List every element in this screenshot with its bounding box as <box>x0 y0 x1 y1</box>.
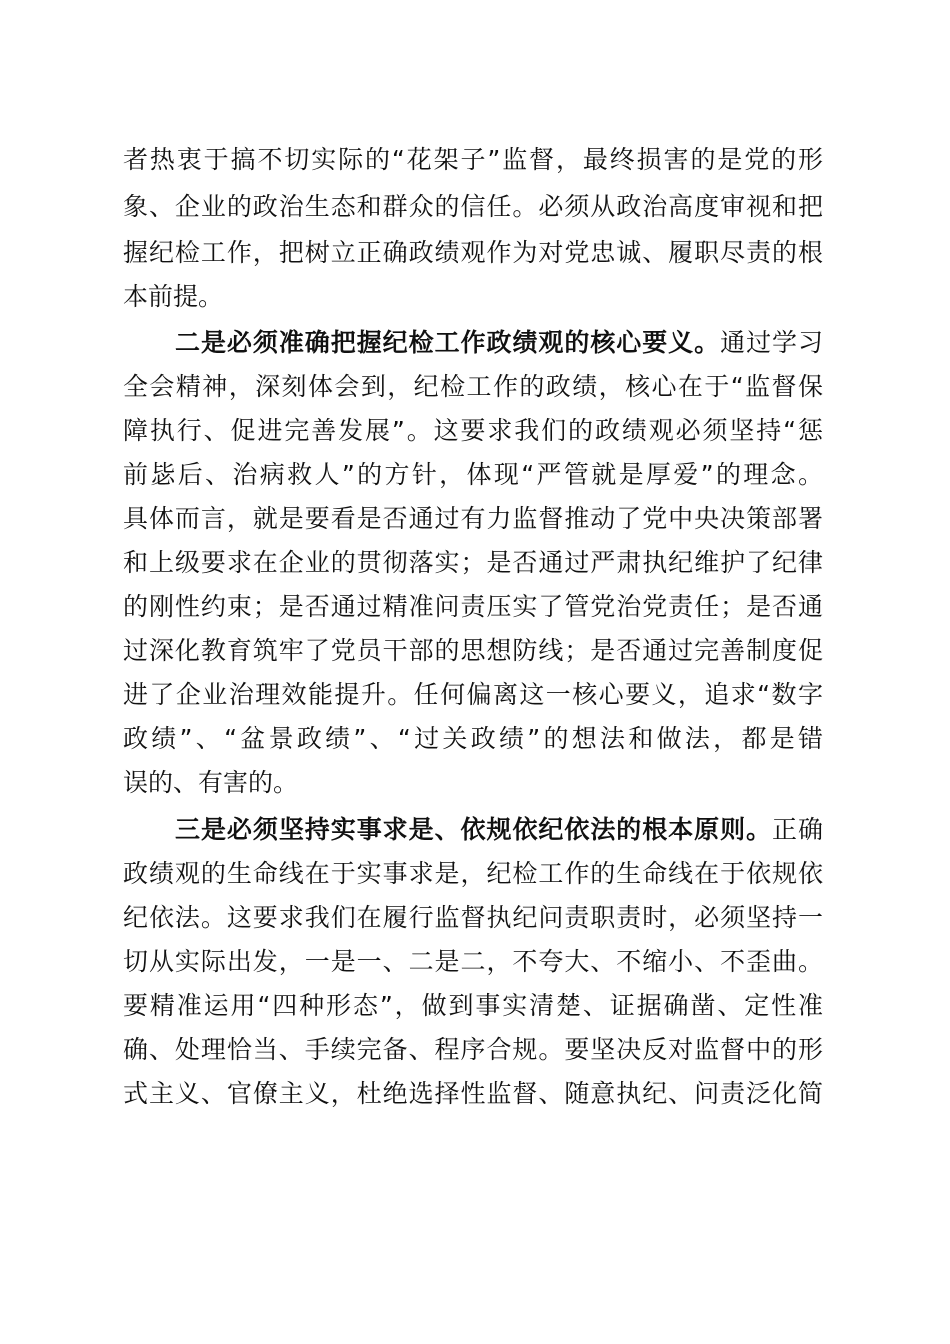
text-line: 全会精神，深刻体会到，纪检工作的政绩，核心在于“监督保 <box>123 372 823 401</box>
text-line: 式主义、官僚主义，杜绝选择性监督、随意执纪、问责泛化简 <box>123 1079 823 1108</box>
text-line: 过深化教育筑牢了党员干部的思想防线；是否通过完善制度促 <box>123 636 823 665</box>
text-line <box>175 328 823 358</box>
text-line: 和上级要求在企业的贯彻落实；是否通过严肃执纪维护了纪律 <box>123 548 823 577</box>
text-run: 通过学习 <box>720 328 823 357</box>
paragraph-heading: 二是必须准确把握纪检工作政绩观的核心要义。 <box>175 328 721 357</box>
text-line: 象、企业的政治生态和群众的信任。必须从政治高度审视和把 <box>123 192 823 221</box>
text-line: 政绩观的生命线在于实事求是，纪检工作的生命线在于依规依 <box>123 859 823 888</box>
text-line <box>175 815 823 845</box>
text-line: 障执行、促进完善发展”。这要求我们的政绩观必须坚持“惩 <box>123 416 823 445</box>
text-line: 确、处理恰当、手续完备、程序合规。要坚决反对监督中的形 <box>123 1035 823 1064</box>
text-line: 纪依法。这要求我们在履行监督执纪问责职责时，必须坚持一 <box>123 903 823 932</box>
text-line: 握纪检工作，把树立正确政绩观作为对党忠诚、履职尽责的根 <box>123 238 823 267</box>
text-line: 前毖后、治病救人”的方针，体现“严管就是厚爱”的理念。 <box>123 460 823 489</box>
text-line: 者热衷于搞不切实际的“花架子”监督，最终损害的是党的形 <box>123 145 823 174</box>
text-line: 政绩”、“盆景政绩”、“过关政绩”的想法和做法，都是错 <box>123 724 823 753</box>
text-line: 本前提。 <box>123 282 224 311</box>
text-line: 要精准运用“四种形态”，做到事实清楚、证据确凿、定性准 <box>123 991 823 1020</box>
text-line: 具体而言，就是要看是否通过有力监督推动了党中央决策部署 <box>123 504 823 533</box>
text-line: 的刚性约束；是否通过精准问责压实了管党治党责任；是否通 <box>123 592 823 621</box>
text-line: 切从实际出发，一是一、二是二，不夸大、不缩小、不歪曲。 <box>123 947 823 976</box>
text-line: 误的、有害的。 <box>123 768 299 797</box>
paragraph-heading: 三是必须坚持实事求是、依规依纪依法的根本原则。 <box>175 815 773 844</box>
text-line: 进了企业治理效能提升。任何偏离这一核心要义，追求“数字 <box>123 680 823 709</box>
text-run: 正确 <box>772 815 823 844</box>
